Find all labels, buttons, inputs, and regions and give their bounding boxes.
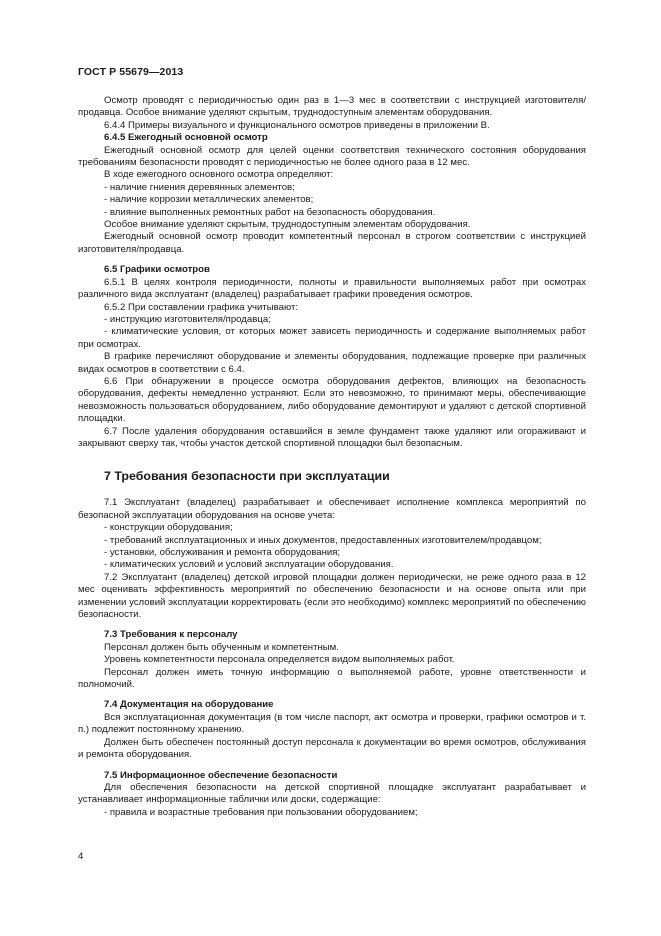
subsection-heading: 6.4.5 Ежегодный основной осмотр [104,132,268,144]
list-item: - правила и возрастные требования при пользовании оборудованием; [104,806,418,818]
paragraph: Для обеспечения безопасности на детской спортивной площадке эксплуатант разрабатывает и устанавливает информационные таблички или доски, содержащие: [78,781,586,806]
subsection-heading: 7.4 Документация на оборудование [104,699,274,711]
paragraph: Персонал должен иметь точную информацию о выполняемой работе, уровне ответственности и полномочий. [78,666,586,691]
paragraph: 6.7 После удаления оборудования оставшийся в земле фундамент также удаляют или огораживают и закрывают сверху так, чтобы участок детской спортивной площадки был безопасным. [78,425,586,449]
list-item: - наличие гниения деревянных элементов; [104,181,295,193]
document-body [78,95,586,819]
paragraph: Персонал должен быть обученным и компетентным. [104,641,339,653]
paragraph: 7.1 Эксплуатант (владелец) разрабатывает и обеспечивает исполнение комплекса мероприятий по безопасной эксплуатации оборудования на основе учета: [78,497,586,521]
paragraph: 6.6 При обнаружении в процессе осмотра оборудования дефектов, влияющих на безопасность оборудования, дефекты немедленно устраняют. Если это невозможно, то принимают меры, обеспечивающие невозможность пользоваться оборудованием, либо оборудование демонтируют и удаляют с детской спортивной площадки. [78,375,586,425]
paragraph: Ежегодный основной осмотр для целей оценки соответствия технического состояния оборудования требованиям безопасности проводят с периодичностью не более одного раза в 12 мес. [78,144,586,169]
list-item: - конструкции оборудования; [104,522,233,534]
list-item: - требований эксплуатационных и иных документов, предоставленных изготовителем/продавцом; [104,534,542,546]
paragraph: Осмотр проводят с периодичностью один раз в 1—3 мес в соответствии с инструкцией изготовителя/продавца. Особое внимание уделяют скрытым, труднодоступным элементам оборудования. [78,95,586,119]
paragraph: Вся эксплуатационная документация (в том числе паспорт, акт осмотра и проверки, графики осмотров и т. п.) подлежит постоянному хранению. [78,711,586,736]
list-item: - установки, обслуживания и ремонта оборудования; [104,547,341,558]
paragraph: Уровень компетентности персонала определяется видом выполняемых работ. [104,654,455,666]
section-heading: 7 Требования безопасности при эксплуатации [104,469,390,484]
list-item: - наличие коррозии металлических элементов; [104,194,314,206]
list-item: - влияние выполненных ремонтных работ на безопасность оборудования. [104,206,436,218]
subsection-heading: 6.5 Графики осмотров [104,264,210,276]
paragraph: 6.5.2 При составлении графика учитывают: [104,301,299,313]
subsection-heading: 7.5 Информационное обеспечение безопасности [104,769,338,781]
paragraph: Ежегодный основной осмотр проводит компетентный персонал в строгом соответствии с инструкцией изготовителя/продавца. [78,231,586,255]
paragraph: Должен быть обеспечен постоянный доступ персонала к документации во время осмотров, обслуживания и ремонта оборудования. [78,736,586,761]
page-number: 4 [78,851,84,862]
paragraph: Особое внимание уделяют скрытым, труднодоступным элементам оборудования. [104,219,471,231]
paragraph: 6.5.1 В целях контроля периодичности, полноты и правильности выполняемых работ при осмотрах различного вида эксплуатант (владелец) разрабатывает графики проведения осмотров. [78,276,586,301]
paragraph: 6.4.4 Примеры визуального и функционального осмотров приведены в приложении В. [104,119,490,131]
paragraph: В графике перечисляют оборудование и элементы оборудования, подлежащие проверке при различных видах осмотров в соответствии с 6.4. [78,351,586,375]
paragraph: В ходе ежегодного основного осмотра определяют: [104,169,334,181]
paragraph: 7.2 Эксплуатант (владелец) детской игровой площадки должен периодически, не реже одного раза в 12 мес оценивать эффективность мероприятий по обеспечению безопасности и на основе опыта или при изменении условий эксплуатации корректировать (если это необходимо) комплекс мероприятий по обеспечению безопасности. [78,571,586,621]
list-item: - инструкцию изготовителя/продавца; [104,313,271,325]
subsection-heading: 7.3 Требования к персоналу [104,629,238,641]
list-item: - климатические условия, от которых может зависеть периодичность и содержание выполняемых работ при осмотрах. [78,326,586,350]
document-code: ГОСТ Р 55679—2013 [78,66,184,78]
list-item: - климатических условий и условий эксплуатации оборудования. [104,559,394,571]
